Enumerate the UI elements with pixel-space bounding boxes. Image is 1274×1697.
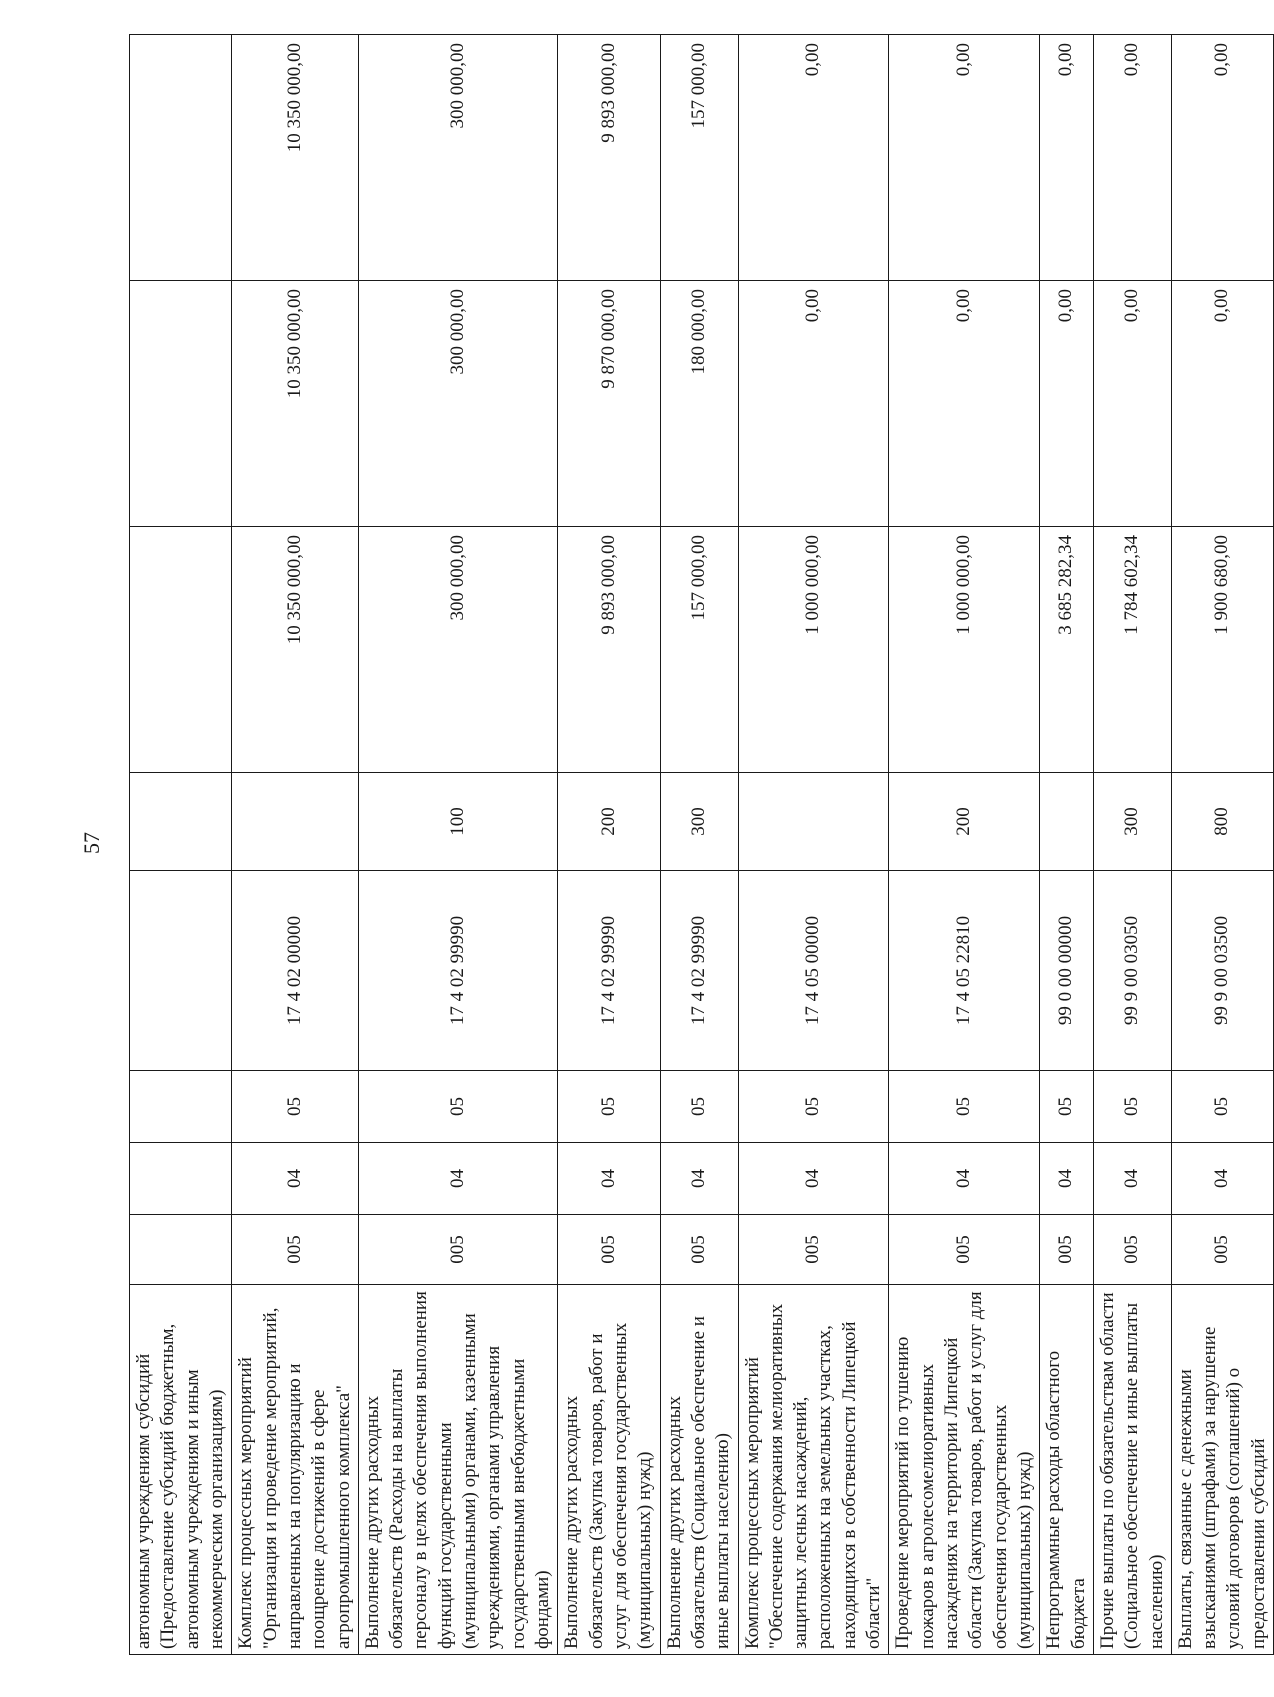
page-number: 57 [79, 832, 104, 854]
row-name: Проведение мероприятий по тушению пожаров в агролесомелиоративных насаждениях на территории Липецкой области (Закупка товаров, работ и услуг для обеспечения государственных (муниципальных) нужд) [889, 1285, 1040, 1655]
row-subsection: 05 [1093, 1071, 1171, 1143]
row-amount-1: 9 893 000,00 [558, 527, 660, 773]
row-section: 04 [1093, 1143, 1171, 1215]
row-target-article: 17 4 02 99990 [358, 871, 558, 1071]
row-name: Выполнение других расходных обязательств (Расходы на выплаты персоналу в целях обеспечения выполнения функций государственными (муниципальными) органами, казенными учреждениями, органами управления государственными внебюджетными фондами) [358, 1285, 558, 1655]
row-amount-2: 0,00 [1171, 281, 1273, 527]
row-target-article: 99 9 00 03050 [1093, 871, 1171, 1071]
row-kvsr: 005 [358, 1215, 558, 1285]
row-subsection: 05 [232, 1071, 359, 1143]
row-kvsr: 005 [889, 1215, 1040, 1285]
row-section: 04 [358, 1143, 558, 1215]
row-section: 04 [889, 1143, 1040, 1215]
row-expense-type: 100 [358, 773, 558, 871]
row-amount-1: 157 000,00 [660, 527, 738, 773]
row-amount-3: 157 000,00 [660, 35, 738, 281]
row-subsection [130, 1071, 232, 1143]
row-amount-3: 0,00 [1093, 35, 1171, 281]
row-amount-3: 0,00 [1171, 35, 1273, 281]
row-expense-type [232, 773, 359, 871]
row-section: 04 [1171, 1143, 1273, 1215]
row-amount-2: 300 000,00 [358, 281, 558, 527]
budget-table-rotated [129, 35, 1269, 1655]
row-section: 04 [1040, 1143, 1094, 1215]
row-kvsr: 005 [1093, 1215, 1171, 1285]
row-amount-3: 300 000,00 [358, 35, 558, 281]
budget-table [129, 34, 1274, 1655]
row-name: автономным учреждениям субсидий (Предоставление субсидий бюджетным, автономным учреждениям и иным некоммерческим организациям) [130, 1285, 232, 1655]
row-target-article: 99 9 00 03500 [1171, 871, 1273, 1071]
row-name: Выполнение других расходных обязательств (Социальное обеспечение и иные выплаты населению) [660, 1285, 738, 1655]
row-subsection: 05 [660, 1071, 738, 1143]
table-row [232, 35, 359, 1655]
row-target-article: 17 4 02 00000 [232, 871, 359, 1071]
row-expense-type [1040, 773, 1094, 871]
row-amount-1: 10 350 000,00 [232, 527, 359, 773]
row-expense-type: 300 [1093, 773, 1171, 871]
row-amount-2: 180 000,00 [660, 281, 738, 527]
row-name: Непрограммные расходы областного бюджета [1040, 1285, 1094, 1655]
row-expense-type: 300 [660, 773, 738, 871]
table-row [358, 35, 558, 1655]
row-amount-1: 1 000 000,00 [738, 527, 889, 773]
row-amount-3: 0,00 [738, 35, 889, 281]
row-amount-2: 10 350 000,00 [232, 281, 359, 527]
row-name: Прочие выплаты по обязательствам области (Социальное обеспечение и иные выплаты населению) [1093, 1285, 1171, 1655]
row-subsection: 05 [1040, 1071, 1094, 1143]
row-subsection: 05 [889, 1071, 1040, 1143]
row-name: Выполнение других расходных обязательств (Закупка товаров, работ и услуг для обеспечения государственных (муниципальных) нужд) [558, 1285, 660, 1655]
row-amount-1: 1 900 680,00 [1171, 527, 1273, 773]
row-kvsr: 005 [738, 1215, 889, 1285]
row-subsection: 05 [358, 1071, 558, 1143]
row-target-article: 17 4 05 22810 [889, 871, 1040, 1071]
table-row [1171, 35, 1273, 1655]
row-amount-2 [130, 281, 232, 527]
row-amount-1 [130, 527, 232, 773]
row-name: Выплаты, связанные с денежными взысканиями (штрафами) за нарушение условий договоров (соглашений) о предоставлении субсидий [1171, 1285, 1273, 1655]
table-row [1093, 35, 1171, 1655]
row-amount-3: 0,00 [889, 35, 1040, 281]
table-row [889, 35, 1040, 1655]
row-amount-1: 300 000,00 [358, 527, 558, 773]
table-row [130, 35, 232, 1655]
row-amount-2: 0,00 [889, 281, 1040, 527]
table-row [1040, 35, 1094, 1655]
row-amount-3: 0,00 [1040, 35, 1094, 281]
row-section [130, 1143, 232, 1215]
row-kvsr: 005 [558, 1215, 660, 1285]
table-row [558, 35, 660, 1655]
row-subsection: 05 [1171, 1071, 1273, 1143]
row-target-article: 17 4 02 99990 [660, 871, 738, 1071]
row-kvsr: 005 [1040, 1215, 1094, 1285]
row-section: 04 [660, 1143, 738, 1215]
row-expense-type [738, 773, 889, 871]
row-target-article: 17 4 02 99990 [558, 871, 660, 1071]
row-amount-3 [130, 35, 232, 281]
row-kvsr [130, 1215, 232, 1285]
row-expense-type [130, 773, 232, 871]
row-amount-3: 9 893 000,00 [558, 35, 660, 281]
row-expense-type: 800 [1171, 773, 1273, 871]
row-expense-type: 200 [558, 773, 660, 871]
table-row [660, 35, 738, 1655]
row-expense-type: 200 [889, 773, 1040, 871]
row-subsection: 05 [738, 1071, 889, 1143]
row-amount-2: 9 870 000,00 [558, 281, 660, 527]
row-section: 04 [738, 1143, 889, 1215]
row-section: 04 [232, 1143, 359, 1215]
row-amount-2: 0,00 [1040, 281, 1094, 527]
row-amount-1: 3 685 282,34 [1040, 527, 1094, 773]
row-kvsr: 005 [660, 1215, 738, 1285]
row-name: Комплекс процессных мероприятий "Организация и проведение мероприятий, направленных на популяризацию и поощрение достижений в сфере агропромышленного комплекса" [232, 1285, 359, 1655]
row-subsection: 05 [558, 1071, 660, 1143]
row-target-article: 99 0 00 00000 [1040, 871, 1094, 1071]
row-amount-1: 1 000 000,00 [889, 527, 1040, 773]
row-kvsr: 005 [1171, 1215, 1273, 1285]
row-target-article [130, 871, 232, 1071]
row-kvsr: 005 [232, 1215, 359, 1285]
table-row [738, 35, 889, 1655]
row-target-article: 17 4 05 00000 [738, 871, 889, 1071]
row-amount-2: 0,00 [1093, 281, 1171, 527]
row-name: Комплекс процессных мероприятий "Обеспечение содержания мелиоративных защитных лесных насаждений, расположенных на земельных участках, находящихся в собственности Липецкой области" [738, 1285, 889, 1655]
row-amount-3: 10 350 000,00 [232, 35, 359, 281]
row-amount-1: 1 784 602,34 [1093, 527, 1171, 773]
row-amount-2: 0,00 [738, 281, 889, 527]
row-section: 04 [558, 1143, 660, 1215]
